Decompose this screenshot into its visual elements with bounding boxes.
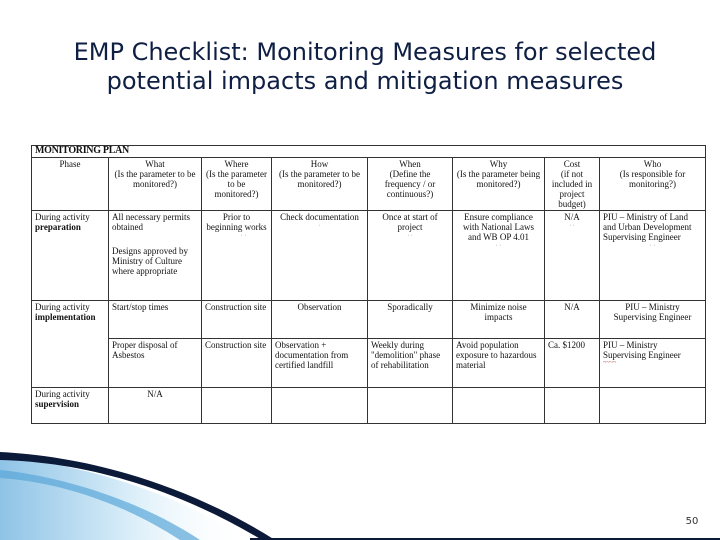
decorative-swoosh — [0, 440, 720, 540]
column-header-when: When (Define the frequency / or continuous?) — [368, 158, 453, 211]
why-cell: Ensure compliance with National Laws and WB OP 4.01 · · — [453, 211, 545, 301]
column-header-phase: Phase — [32, 158, 109, 211]
column-header-what: What (Is the parameter to be monitored?) — [109, 158, 202, 211]
column-header-who: Who (Is responsible for monitoring?) — [600, 158, 706, 211]
who-cell: PIU – Ministry Supervising Engineer ~~~~ — [600, 339, 706, 388]
how-cell: Observation — [272, 301, 368, 339]
cost-cell: N/A · · — [545, 211, 600, 301]
slide-title — [60, 38, 670, 96]
what-cell: Proper disposal of Asbestos — [109, 339, 202, 388]
how-cell — [272, 388, 368, 424]
why-cell: Avoid population exposure to hazardous material — [453, 339, 545, 388]
when-cell — [368, 388, 453, 424]
where-cell: Construction site — [202, 339, 272, 388]
column-header-why: Why (Is the parameter being monitored?) — [453, 158, 545, 211]
table-row — [32, 211, 706, 301]
why-cell: Minimize noise impacts — [453, 301, 545, 339]
where-cell: Construction site — [202, 301, 272, 339]
table-row — [32, 301, 706, 339]
column-header-how: How (Is the parameter to be monitored?) — [272, 158, 368, 211]
phase-cell: During activity preparation — [32, 211, 109, 301]
cost-cell — [545, 388, 600, 424]
why-cell — [453, 388, 545, 424]
title-line-2: potential impacts and mitigation measures — [106, 67, 624, 95]
where-cell: Prior to beginning works · · — [202, 211, 272, 301]
table-row — [32, 388, 706, 424]
who-cell: PIU – Ministry of Land and Urban Development Supervising Engineer · · — [600, 211, 706, 301]
what-cell: All necessary permits obtained Designs approved by Ministry of Culture where appropriate — [109, 211, 202, 301]
title-line-1: EMP Checklist: Monitoring Measures for selected — [73, 38, 657, 66]
what-cell: Start/stop times — [109, 301, 202, 339]
where-cell — [202, 388, 272, 424]
table-header-row — [32, 158, 706, 211]
when-cell: Weekly during "demolition" phase of rehabilitation — [368, 339, 453, 388]
table-heading: MONITORING PLAN — [32, 146, 706, 158]
what-cell: N/A — [109, 388, 202, 424]
cost-cell: Ca. $1200 — [545, 339, 600, 388]
cost-cell: N/A — [545, 301, 600, 339]
column-header-cost: Cost (if not included in project budget) — [545, 158, 600, 211]
who-cell — [600, 388, 706, 424]
column-header-where: Where (Is the parameter to be monitored?) — [202, 158, 272, 211]
monitoring-plan-table — [31, 145, 705, 424]
how-cell: Check documentation · — [272, 211, 368, 301]
who-cell: PIU – Ministry Supervising Engineer — [600, 301, 706, 339]
phase-cell: During activity implementation — [32, 301, 109, 388]
when-cell: Sporadically — [368, 301, 453, 339]
how-cell: Observation + documentation from certified landfill — [272, 339, 368, 388]
phase-cell: During activity supervision — [32, 388, 109, 424]
page-number: 50 — [685, 516, 699, 527]
when-cell: Once at start of project · · — [368, 211, 453, 301]
table-row — [32, 339, 706, 388]
